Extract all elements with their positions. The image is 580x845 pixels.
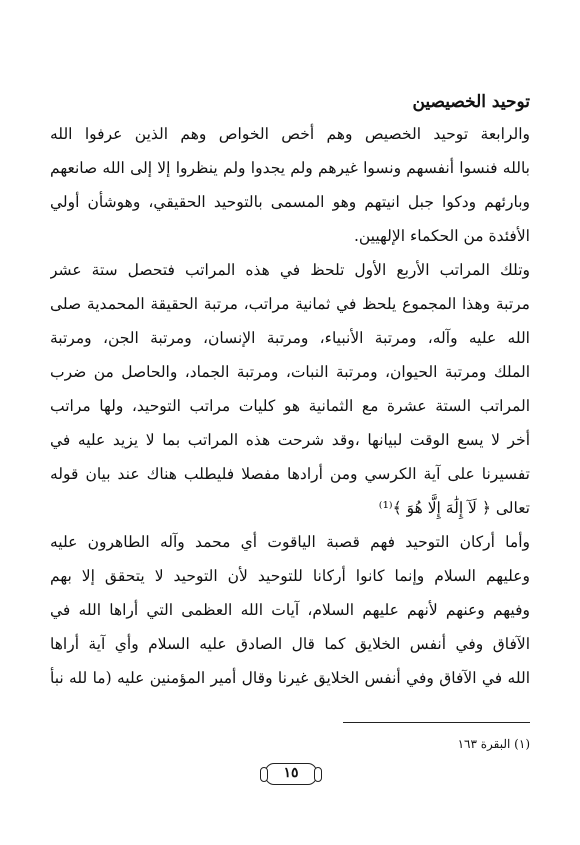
section-heading: توحيد الخصيصين	[412, 92, 530, 112]
paragraph-line: وتلك المراتب الأربع الأول تلحظ في هذه المراتب فتحصل ستة عشر	[50, 261, 530, 279]
paragraph-line: أخر لا يسع الوقت لبيانها ،وقد شرحت هذه المراتب بما لا يزيد عليه في	[50, 431, 530, 449]
paragraph-line: وأما أركان التوحيد فهم قصبة الياقوت أي محمد وآله الطاهرون عليه	[50, 533, 530, 551]
page-number: ١٥	[265, 763, 317, 785]
paragraph-line: والرابعة توحيد الخصيص وهم أخص الخواص وهم الذين عرفوا الله	[50, 125, 530, 143]
paragraph-line: الله في الآفاق وفي أنفس الخلايق غيرنا وقال أمير المؤمنين عليه (ما لله نبأ	[50, 669, 530, 687]
paragraph-line: وفيهم وعنهم لأنهم عليهم السلام، آيات الله العظمى التي أراها الله في	[50, 601, 530, 619]
paragraph-line: الملك ومرتبة الحيوان، ومرتبة النبات، ومرتبة الجماد، والحاصل من ضرب	[50, 363, 530, 381]
footnote: (١) البقرة ١٦٣	[457, 737, 530, 751]
paragraph-line: المراتب الستة عشرة مع الثمانية هو كليات مراتب التوحيد، ولها مراتب	[50, 397, 530, 415]
paragraph-line: مرتبة وهذا المجموع يلحظ في ثمانية مراتب، مرتبة الحقيقة المحمدية صلى	[50, 295, 530, 313]
paragraph-2	[50, 253, 530, 525]
paragraph-line: الله عليه وآله، ومرتبة الأنبياء، ومرتبة الإنسان، ومرتبة الجن، ومرتبة	[50, 329, 530, 347]
footnote-divider	[343, 722, 530, 723]
paragraph-line: وبارئهم ودكوا جبل انيتهم وهو المسمى بالتوحيد الحقيقي، وهوشأن أولي	[50, 193, 530, 211]
paragraph-line: بالله فنسوا أنفسهم ونسوا غيرهم ولم يجدوا ولم ينظروا إلا إلى الله صانعهم	[50, 159, 530, 177]
paragraph-line: تفسيرنا على آية الكرسي ومن أرادها مفصلا فليطلب هناك عند بيان قوله	[50, 465, 530, 483]
paragraph-line-quran-verse: تعالى ﴿ لَآ إِلَٰهَ إِلَّا هُوَ ﴾⁽¹⁾	[378, 499, 530, 517]
paragraph-line: وعليهم السلام وإنما كانوا أركانا للتوحيد لأن التوحيد لا يتحقق إلا بهم	[50, 567, 530, 585]
paragraph-1	[50, 117, 530, 253]
paragraph-3	[50, 525, 530, 695]
paragraph-line: الأفئدة من الحكماء الإلهيين.	[353, 227, 530, 245]
paragraph-line: الآفاق وفي أنفس الخلايق كما قال الصادق عليه السلام وأي آية أراها	[50, 635, 530, 653]
